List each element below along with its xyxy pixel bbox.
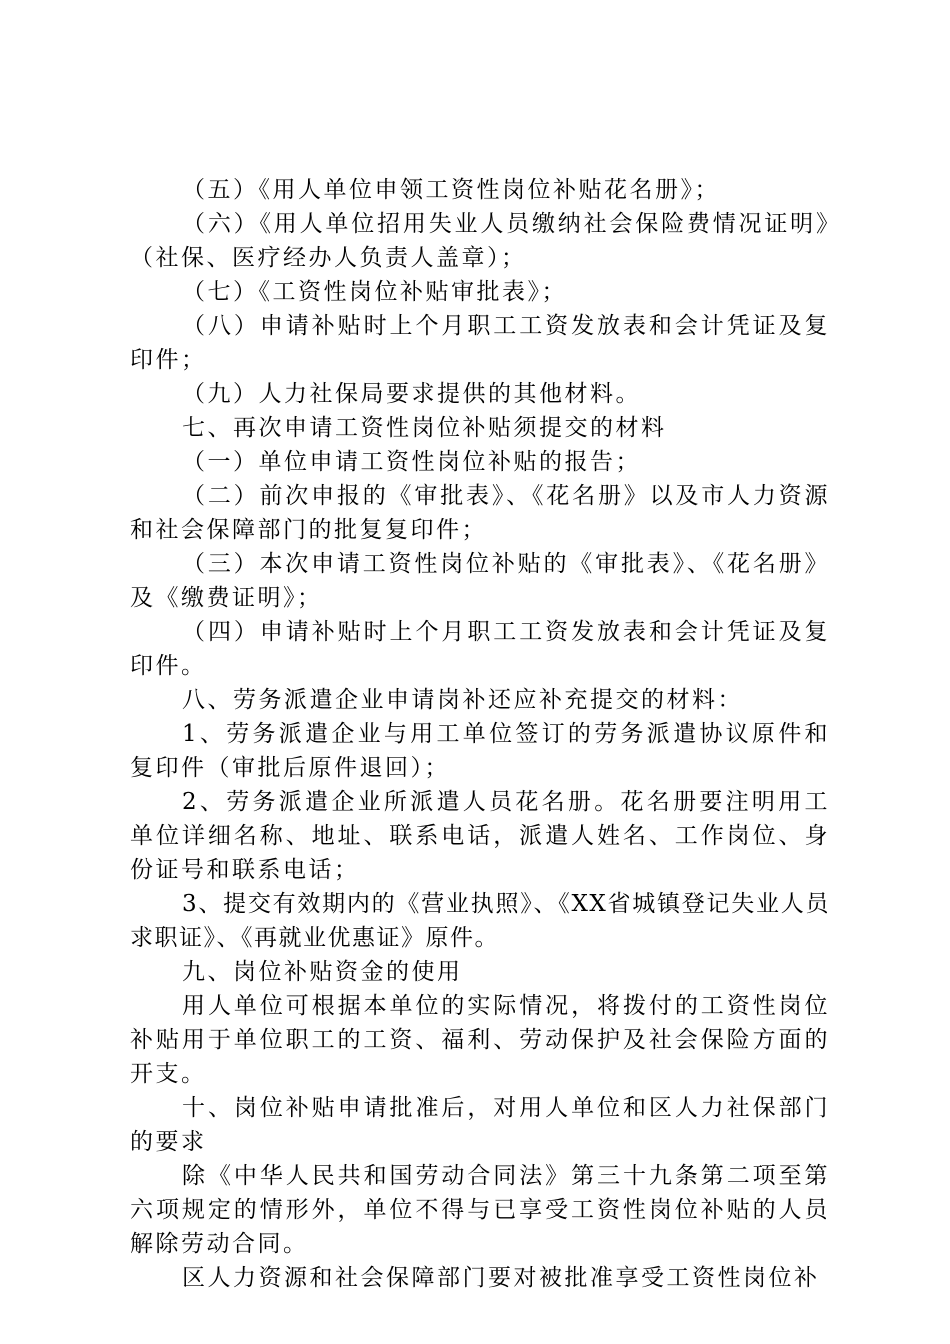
- paragraph-fund-usage: 用人单位可根据本单位的实际情况，将拨付的工资性岗位补贴用于单位职工的工资、福利、劳动保护及社会保险方面的开支。: [130, 993, 830, 1087]
- paragraph-reapply-1: （一）单位申请工资性岗位补贴的报告；: [182, 449, 641, 475]
- section-heading-10: 十、岗位补贴申请批准后，对用人单位和区人力社保部门的要求: [130, 1095, 830, 1155]
- paragraph-item-7-approval-form: （七）《工资性岗位补贴审批表》；: [182, 279, 567, 305]
- paragraph-labor-contract: 除《中华人民共和国劳动合同法》第三十九条第二项至第六项规定的情形外，单位不得与已享受工资性岗位补贴的人员解除劳动合同。: [130, 1163, 830, 1257]
- paragraph-reapply-2: （二）前次申报的《审批表》、《花名册》以及市人力资源和社会保障部门的批复复印件；: [130, 483, 830, 543]
- section-heading-9: 九、岗位补贴资金的使用: [182, 959, 463, 985]
- paragraph-reapply-4: （四）申请补贴时上个月职工工资发放表和会计凭证及复印件。: [130, 619, 830, 679]
- paragraph-dispatch-3: 3、提交有效期内的《营业执照》、《XX省城镇登记失业人员求职证》、《再就业优惠证》原件。: [130, 891, 830, 951]
- section-heading-7: 七、再次申请工资性岗位补贴须提交的材料: [182, 415, 667, 441]
- paragraph-item-8-payroll: （八）申请补贴时上个月职工工资发放表和会计凭证及复印件；: [130, 313, 830, 373]
- paragraph-dispatch-2: 2、劳务派遣企业所派遣人员花名册。花名册要注明用工单位详细名称、地址、联系电话，派遣人姓名、工作岗位、身份证号和联系电话；: [130, 789, 830, 883]
- paragraph-dispatch-1: 1、劳务派遣企业与用工单位签订的劳务派遣协议原件和复印件（审批后原件退回）；: [130, 721, 830, 781]
- paragraph-item-5-roster: （五）《用人单位申领工资性岗位补贴花名册》；: [182, 177, 720, 203]
- section-heading-8: 八、劳务派遣企业申请岗补还应补充提交的材料：: [182, 687, 743, 713]
- paragraph-reapply-3: （三）本次申请工资性岗位补贴的《审批表》、《花名册》及《缴费证明》；: [130, 551, 830, 611]
- paragraph-item-9-other-materials: （九）人力社保局要求提供的其他材料。: [182, 381, 641, 407]
- paragraph-district-requirements: 区人力资源和社会保障部门要对被批准享受工资性岗位补: [182, 1265, 820, 1291]
- paragraph-item-6-insurance-proof: （六）《用人单位招用失业人员缴纳社会保险费情况证明》（社保、医疗经办人负责人盖章）；: [130, 211, 830, 271]
- document-body: [130, 173, 830, 1295]
